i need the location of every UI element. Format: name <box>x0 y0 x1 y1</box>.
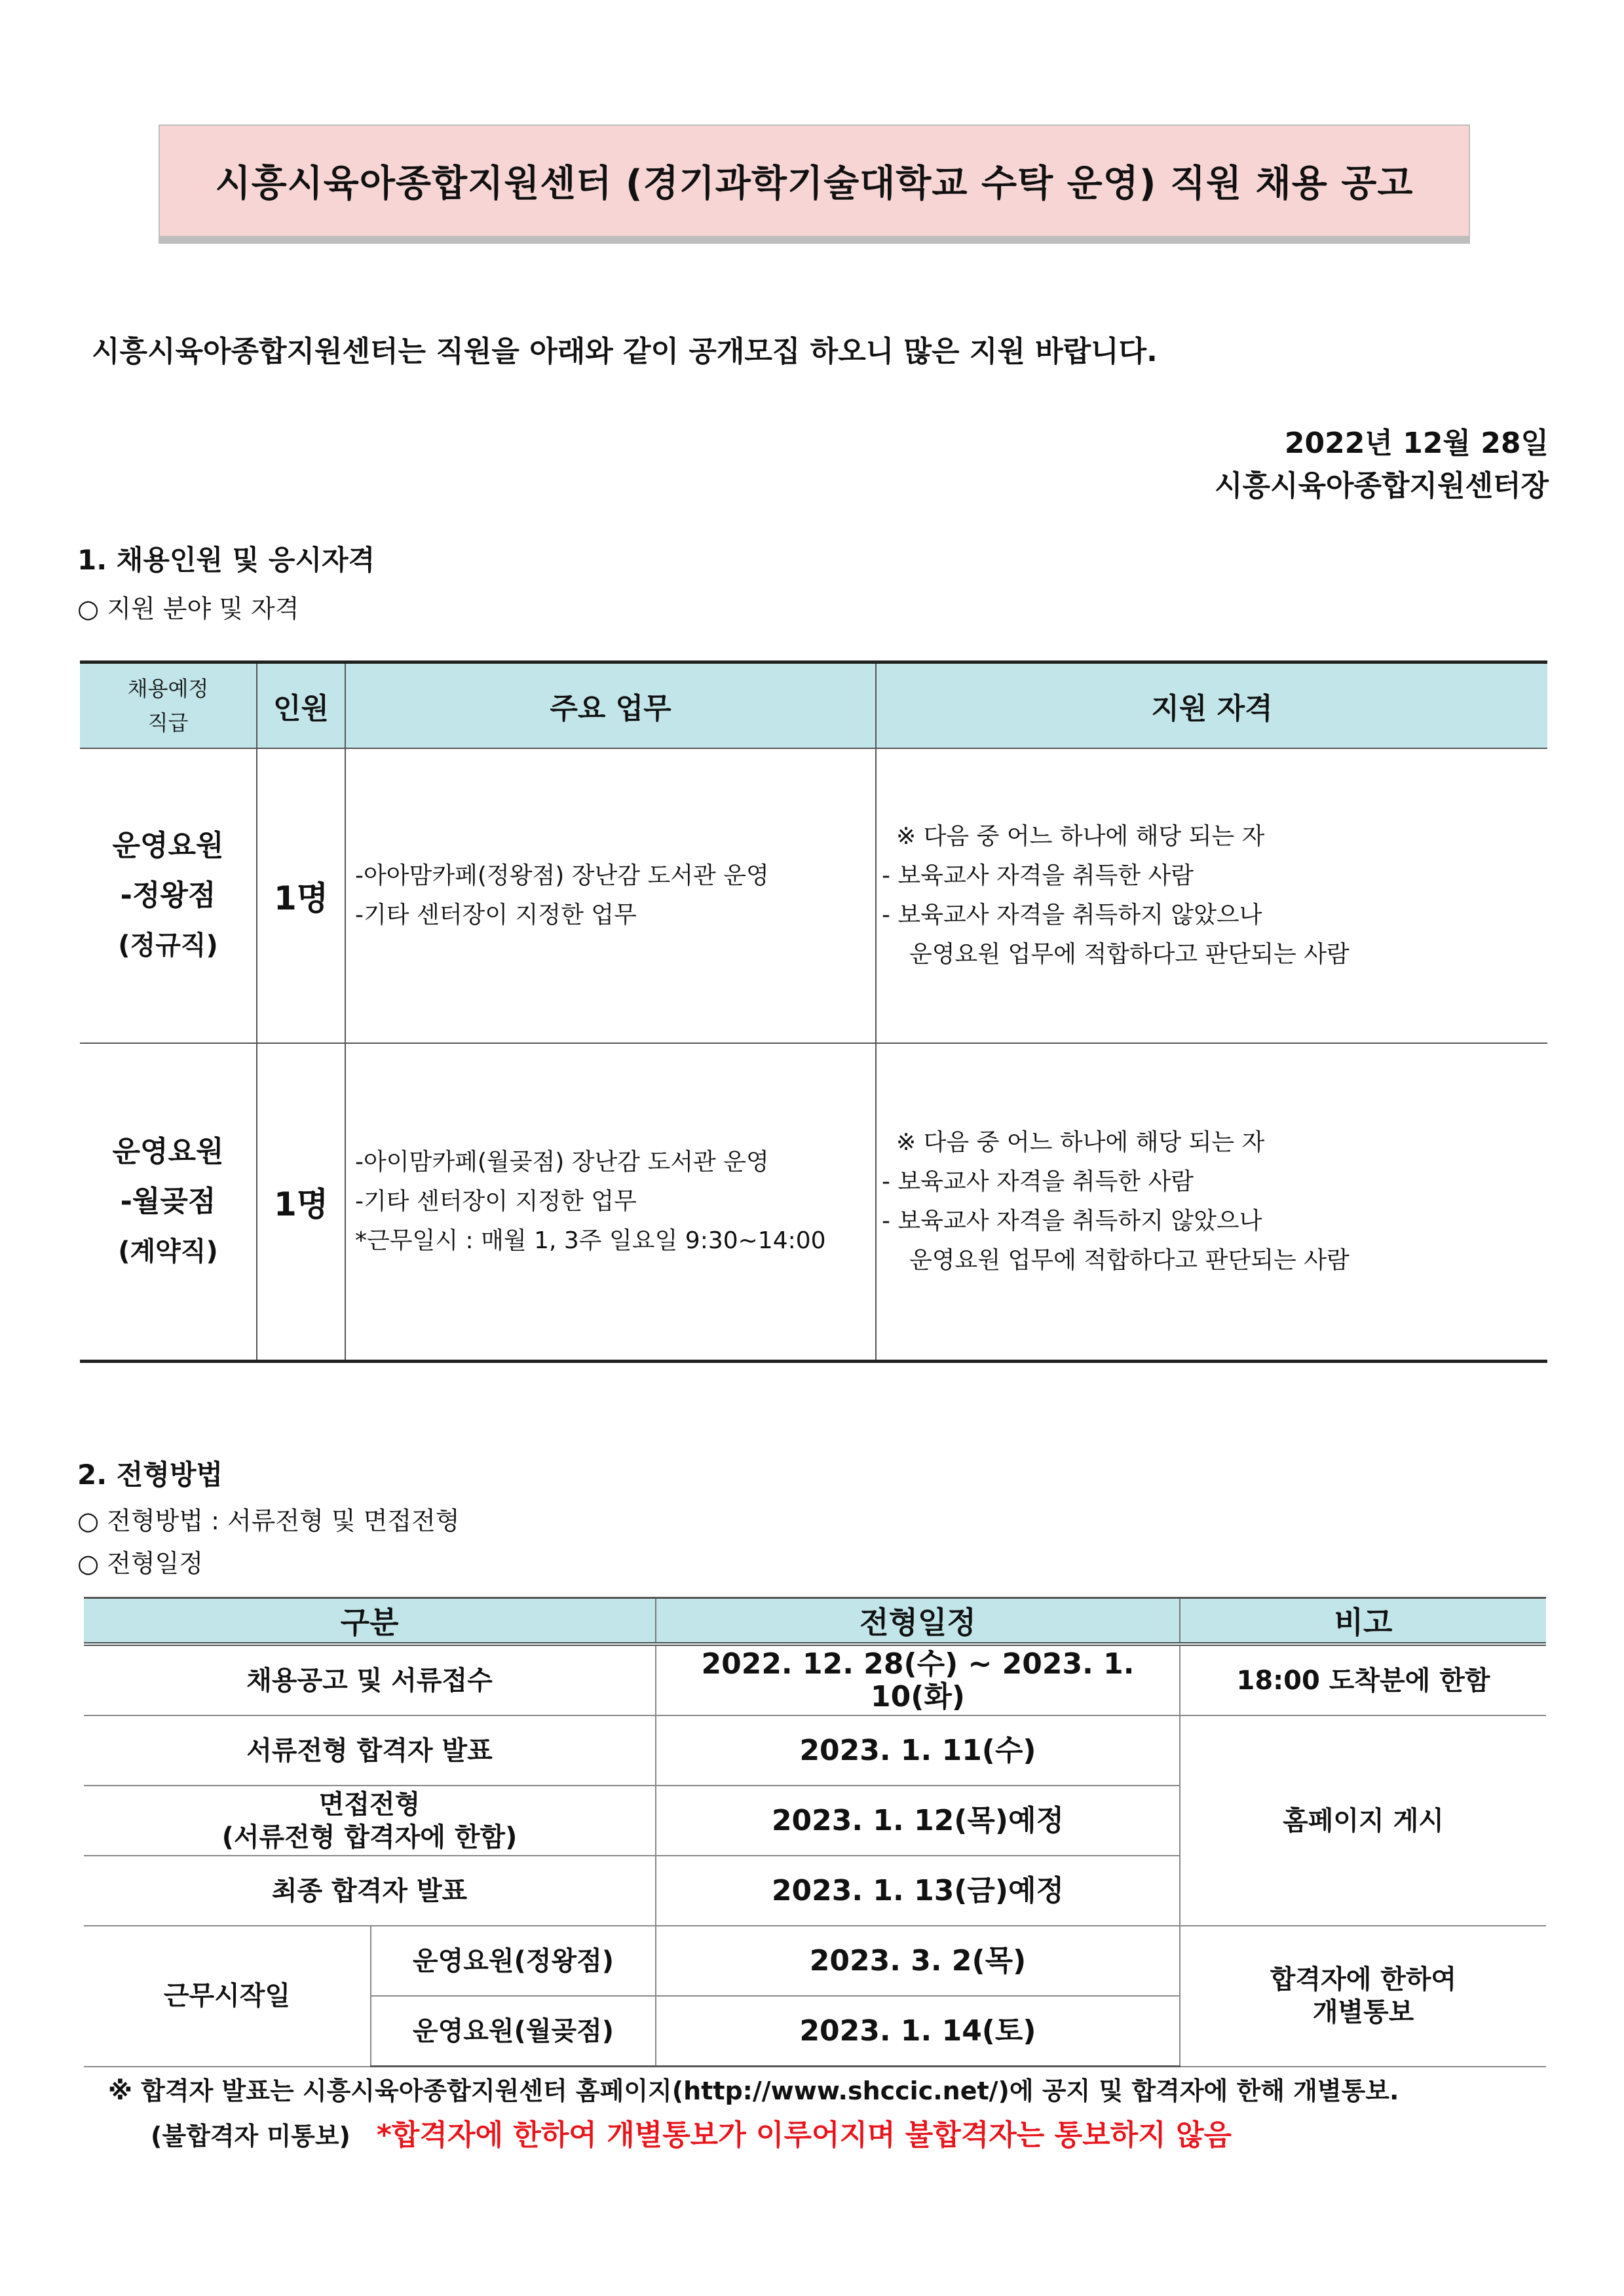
table-row <box>84 1926 1546 1996</box>
qualifications-cell <box>876 1043 1547 1361</box>
header-schedule: 전형일정 <box>656 1598 1180 1645</box>
duties-cell <box>345 1043 876 1361</box>
position-cell <box>80 1043 257 1361</box>
qual-line: 운영요원 업무에 적합하다고 판단되는 사람 <box>909 1246 1350 1274</box>
page-title: 시흥시육아종합지원센터 (경기과학기술대학교 수탁 운영) 직원 채용 공고 <box>159 124 1470 237</box>
header-position-line2: 직급 <box>147 710 189 735</box>
qual-line: - 보육교사 자격을 취득하지 않았으나 <box>882 902 1262 928</box>
red-notice-text: *합격자에 한하여 개별통보가 이루어지며 불합격자는 통보하지 않음 <box>376 2118 1232 2152</box>
header-duties: 주요 업무 <box>345 662 876 749</box>
qual-line: ※ 다음 중 어느 하나에 해당 되는 자 <box>896 1128 1265 1156</box>
schedule-cell: 2022. 12. 28(수) ~ 2023. 1. 10(화) <box>656 1644 1180 1715</box>
table-row <box>80 748 1547 1043</box>
category-line: 면접전형 <box>318 1789 421 1820</box>
remarks-line: 개별통보 <box>1312 1997 1414 2028</box>
no-notice-text: (불합격자 미통보) <box>151 2122 350 2151</box>
duty-line: *근무일시 : 매월 1, 3주 일요일 9:30~14:00 <box>355 1227 826 1254</box>
count-cell: 1명 <box>257 748 345 1043</box>
header-qualifications: 지원 자격 <box>876 662 1547 749</box>
table-row <box>80 1043 1547 1361</box>
signature: 시흥시육아종합지원센터장 <box>1214 469 1549 503</box>
duty-line: -기타 센터장이 지정한 업무 <box>355 1187 637 1215</box>
qual-line: ※ 다음 중 어느 하나에 해당 되는 자 <box>896 823 1265 850</box>
category-cell: 근무시작일 <box>84 1926 371 2067</box>
header-position <box>80 662 257 749</box>
qual-line: 운영요원 업무에 적합하다고 판단되는 사람 <box>909 941 1350 968</box>
position-branch: -월곶점 <box>120 1184 216 1218</box>
remarks-cell: 18:00 도착분에 한함 <box>1180 1644 1546 1715</box>
subcategory-cell: 운영요원(정왕점) <box>371 1926 656 1996</box>
notice-date: 2022년 12월 28일 <box>1284 427 1549 460</box>
schedule-cell: 2023. 1. 12(목)예정 <box>656 1786 1180 1856</box>
table-header-row <box>80 662 1547 749</box>
header-remarks: 비고 <box>1180 1598 1546 1645</box>
category-line: (서류전형 합격자에 한함) <box>221 1822 518 1852</box>
table-row <box>84 1644 1546 1715</box>
table-header-row <box>84 1598 1546 1645</box>
position-title: 운영요원 <box>112 1134 224 1168</box>
schedule-cell: 2023. 1. 13(금)예정 <box>656 1856 1180 1926</box>
recruitment-table <box>80 660 1547 1363</box>
duties-cell <box>345 748 876 1043</box>
position-cell <box>80 748 257 1043</box>
duty-line: -아아맘카페(정왕점) 장난감 도서관 운영 <box>355 862 769 889</box>
schedule-cell: 2023. 1. 14(토) <box>656 1996 1180 2067</box>
section2-bullet-schedule: ○ 전형일정 <box>77 1549 204 1578</box>
announcement-note: ※ 합격자 발표는 시흥시육아종합지원센터 홈페이지(http://www.shccic.net/)에 공지 및 합격자에 한해 개별통보. <box>108 2076 1399 2105</box>
remarks-cell <box>1180 1926 1546 2067</box>
position-title: 운영요원 <box>112 829 224 862</box>
qual-line: - 보육교사 자격을 취득하지 않았으나 <box>882 1207 1262 1234</box>
header-count: 인원 <box>257 662 345 749</box>
schedule-cell: 2023. 3. 2(목) <box>656 1926 1180 1996</box>
duty-line: -아이맘카페(월곶점) 장난감 도서관 운영 <box>355 1148 769 1176</box>
remarks-line: 합격자에 한하여 <box>1270 1964 1457 1995</box>
section1-heading: 1. 채용인원 및 응시자격 <box>77 544 375 576</box>
category-cell: 채용공고 및 서류접수 <box>84 1644 656 1715</box>
category-cell: 서류전형 합격자 발표 <box>84 1715 656 1786</box>
count-cell: 1명 <box>257 1043 345 1361</box>
remarks-cell: 홈페이지 게시 <box>1180 1715 1546 1926</box>
schedule-cell: 2023. 1. 11(수) <box>656 1715 1180 1786</box>
qual-line: - 보육교사 자격을 취득한 사람 <box>882 1168 1194 1195</box>
position-branch: -정왕점 <box>120 879 216 912</box>
subcategory-cell: 운영요원(월곶점) <box>371 1996 656 2067</box>
category-cell: 최종 합격자 발표 <box>84 1856 656 1926</box>
section2-bullet-method: ○ 전형방법 : 서류전형 및 면접전형 <box>77 1506 460 1535</box>
qualifications-cell <box>876 748 1547 1043</box>
position-type: (계약직) <box>118 1236 218 1267</box>
header-position-line1: 채용예정 <box>127 676 209 701</box>
category-cell <box>84 1786 656 1856</box>
schedule-table <box>84 1597 1546 2067</box>
announcement-note-line2 <box>151 2111 1232 2153</box>
intro-text: 시흥시육아종합지원센터는 직원을 아래와 같이 공개모집 하오니 많은 지원 바랍니다. <box>92 335 1158 368</box>
header-category: 구분 <box>84 1598 656 1645</box>
position-type: (정규직) <box>118 930 218 961</box>
section2-heading: 2. 전형방법 <box>77 1459 223 1491</box>
qual-line: - 보육교사 자격을 취득한 사람 <box>882 862 1194 889</box>
table-row <box>84 1715 1546 1786</box>
duty-line: -기타 센터장이 지정한 업무 <box>355 902 637 928</box>
section1-bullet: ○ 지원 분야 및 자격 <box>77 594 299 623</box>
